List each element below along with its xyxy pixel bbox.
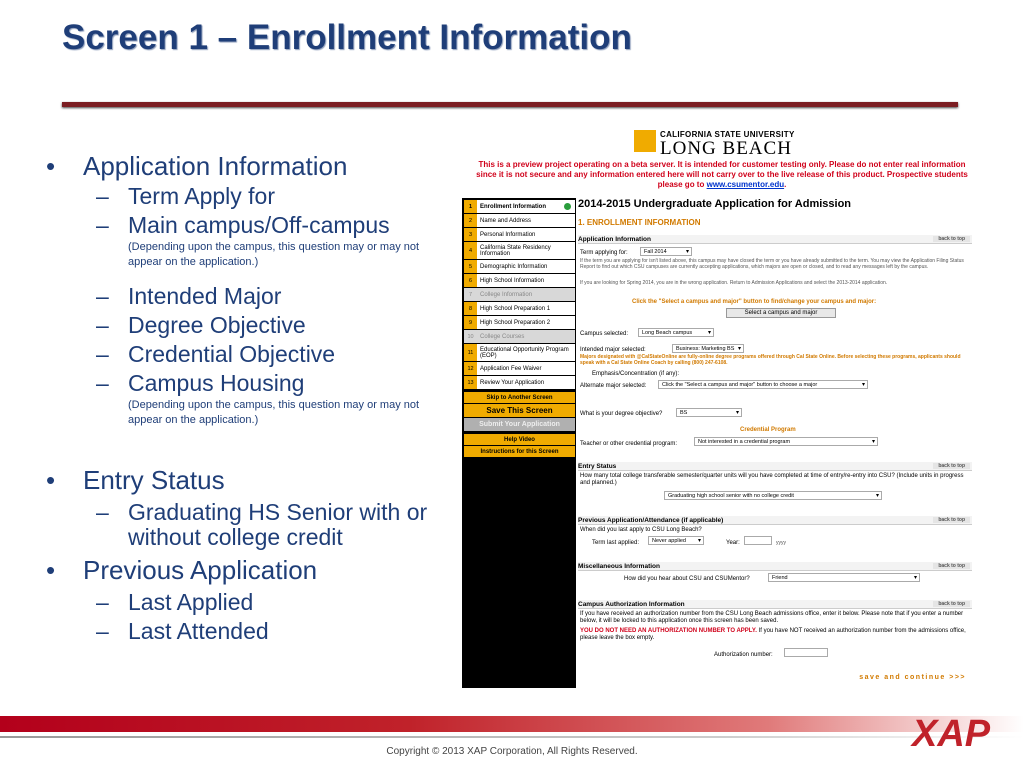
sidebar-item-label: College Information — [480, 291, 533, 298]
note-housing: (Depending upon the campus, this question may or may not appear on the application.) — [128, 399, 420, 426]
bullet-text: Previous Application — [83, 555, 318, 585]
entry-question: How many total college transferable semester/quarter units will you have completed at time of entry/re-entry into CSU? (Include units in progress and planned.) — [580, 473, 964, 486]
sub-bullet-text: Intended Major — [128, 283, 282, 309]
sidebar-item-label: Educational Opportunity Program (EOP) — [480, 346, 569, 359]
major-label: Intended major selected: — [580, 347, 646, 353]
campus-select[interactable]: Long Beach campus ▾ — [638, 328, 714, 337]
sidebar-item-label: High School Preparation 2 — [480, 319, 551, 326]
csulb-logo — [634, 128, 806, 160]
sub-bullet-campus: – Main campus/Off-campus — [96, 211, 444, 240]
sidebar-item-number: 6 — [464, 274, 477, 287]
section-header-text: Miscellaneous Information — [578, 562, 660, 570]
sub-bullet-text: Graduating HS Senior with or without college credit — [128, 499, 428, 550]
select-campus-major-button[interactable]: Select a campus and major — [726, 308, 836, 318]
section-header-previous-application — [578, 516, 972, 525]
check-icon — [564, 203, 571, 210]
credential-label: Teacher or other credential program: — [580, 441, 678, 447]
sub-bullet-major: – Intended Major — [96, 282, 444, 311]
hear-about-question: How did you hear about CSU and CSUMentor? — [624, 576, 750, 582]
sub-bullet-term: – Term Apply for — [96, 182, 444, 211]
sub-bullet-last-attended: – Last Attended — [96, 617, 444, 646]
term-last-applied-label: Term last applied: — [592, 540, 640, 546]
back-to-top-link[interactable]: back to top — [933, 236, 970, 242]
help-video-button[interactable]: Help Video — [464, 434, 575, 445]
sidebar-item-label: Review Your Application — [480, 379, 545, 386]
term-note: If the term you are applying for isn't listed above, this campus may have closed the term or you have already submitted to the term. You may view the Application Filing Status Report to find out which CSU campuses are currently accepting applications, which majors are open or closed, and to read any messages left by the campus. — [580, 258, 964, 270]
sidebar-item-4[interactable] — [464, 242, 575, 259]
bullet-text: Application Information — [83, 151, 348, 181]
section-header-application-info — [578, 235, 972, 244]
logo-university-text: CALIFORNIA STATE UNIVERSITY — [660, 130, 795, 139]
save-screen-button[interactable]: Save This Screen — [464, 404, 575, 417]
term-last-applied-select[interactable]: Never applied ▾ — [648, 536, 704, 545]
sidebar-item-12[interactable] — [464, 362, 575, 375]
section-header-misc — [578, 562, 972, 571]
sidebar-item-label: High School Information — [480, 277, 545, 284]
sidebar-item-11[interactable] — [464, 344, 575, 361]
bullet-application-info: • Application Information — [46, 151, 348, 181]
sub-bullet-credential: – Credential Objective — [96, 340, 444, 369]
alternate-major-label: Alternate major selected: — [580, 383, 647, 389]
section-header-text: Application Information — [578, 235, 651, 243]
sidebar-item-label: California State Residency Information — [480, 244, 551, 257]
sidebar-item-label: High School Preparation 1 — [480, 305, 551, 312]
sub-bullet-text: Main campus/Off-campus — [128, 212, 390, 238]
instructions-button[interactable]: Instructions for this Screen — [464, 446, 575, 457]
skip-screen-button[interactable]: Skip to Another Screen — [464, 392, 575, 403]
sidebar-item-number: 3 — [464, 228, 477, 241]
sidebar-item-label: Name and Address — [480, 217, 532, 224]
online-note: Majors designated with @CalStateOnline are fully-online degree programs offered through Cal State Online. Before selecting these programs, applicants should speak with a Cal State Online Coach by calling (800) 247-6108. — [580, 354, 961, 366]
authorization-input[interactable] — [784, 648, 828, 657]
application-title: 2014-2015 Undergraduate Application for Admission — [578, 198, 852, 210]
back-to-top-link[interactable]: back to top — [933, 601, 970, 607]
sub-bullet-text: Last Attended — [128, 618, 269, 644]
click-select-note: Click the "Select a campus and major" button to find/change your campus and major: — [632, 299, 877, 305]
emphasis-label: Emphasis/Concentration (if any): — [592, 371, 680, 377]
authorization-empty-note: If you have NOT received an authorization number from the admissions office, please leave the box empty. — [580, 628, 966, 641]
no-auth-needed-text: YOU DO NOT NEED AN AUTHORIZATION NUMBER TO APPLY. — [580, 628, 757, 634]
beta-warning: This is a preview project operating on a beta server. It is intended for customer testing only. Please do not enter real information since it is not secure and any information entered here will not carry over to the live release of this product. Prospective students please go to www.csumentor.edu. — [476, 160, 968, 189]
sidebar-item-number: 11 — [464, 344, 477, 361]
footer-grey-line — [0, 736, 1024, 738]
sidebar-item-2[interactable] — [464, 214, 575, 227]
year-input[interactable] — [744, 536, 772, 545]
slide-title: Screen 1 – Enrollment Information — [62, 18, 632, 57]
spring-note: If you are looking for Spring 2014, you are in the wrong application. Return to Admission Applications and select the 2013-2014 application. — [580, 280, 888, 286]
sidebar-item-7 — [464, 288, 575, 301]
degree-label: What is your degree objective? — [580, 411, 663, 417]
degree-select[interactable]: BS ▾ — [676, 408, 742, 417]
copyright-text: Copyright © 2013 XAP Corporation, All Rights Reserved. — [386, 746, 638, 757]
section-header-text: Entry Status — [578, 462, 617, 470]
term-select[interactable]: Fall 2014 ▾ — [640, 247, 692, 256]
csumentor-link[interactable]: www.csumentor.edu — [706, 180, 785, 189]
sidebar-item-8[interactable] — [464, 302, 575, 315]
sidebar-item-number: 5 — [464, 260, 477, 273]
bullet-previous-application: • Previous Application — [46, 555, 318, 585]
authorization-text-2 — [580, 628, 970, 642]
sidebar-item-number: 13 — [464, 376, 477, 389]
bullet-list — [44, 150, 444, 646]
title-underline — [62, 102, 958, 107]
sidebar-item-number: 7 — [464, 288, 477, 301]
save-continue-link[interactable]: save and continue >>> — [859, 674, 966, 681]
sidebar-item-6[interactable] — [464, 274, 575, 287]
authorization-label: Authorization number: — [714, 652, 773, 658]
sidebar-item-label: Application Fee Waiver — [480, 365, 542, 372]
credential-select[interactable]: Not interested in a credential program ▾ — [694, 437, 878, 446]
sub-bullet-text: Degree Objective — [128, 312, 306, 338]
sub-bullet-degree: – Degree Objective — [96, 311, 444, 340]
major-select[interactable]: Business: Marketing BS ▾ — [672, 344, 744, 353]
screen-sidebar — [462, 198, 576, 688]
sidebar-item-label: Personal Information — [480, 231, 536, 238]
beta-warning-text: This is a preview project operating on a beta server. It is intended for customer testing only. Please do not enter real information since it is not secure and any information entered here will not carry over to the live release of this product. Prospective students please go to — [476, 160, 968, 189]
bullet-entry-status: • Entry Status — [46, 465, 225, 495]
sidebar-item-13[interactable] — [464, 376, 575, 389]
footer-red-bar — [0, 716, 1024, 732]
sidebar-item-1[interactable] — [464, 200, 575, 213]
term-label: Term applying for: — [580, 250, 628, 256]
sidebar-item-number: 8 — [464, 302, 477, 315]
sidebar-item-number: 10 — [464, 330, 477, 343]
sidebar-item-label: College Courses — [480, 333, 525, 340]
sidebar-item-9[interactable] — [464, 316, 575, 329]
section-header-authorization — [578, 600, 972, 609]
year-placeholder: yyyy — [776, 540, 786, 546]
sub-bullet-text: Term Apply for — [128, 183, 275, 209]
sidebar-item-number: 1 — [464, 200, 477, 213]
submit-application-button[interactable]: Submit Your Application — [464, 418, 575, 431]
sub-bullet-text: Campus Housing — [128, 370, 305, 396]
sub-bullet-text: Credential Objective — [128, 341, 336, 367]
csulb-logo-mark — [634, 130, 656, 152]
sidebar-item-number: 9 — [464, 316, 477, 329]
application-form — [578, 198, 972, 688]
section-header-text: Previous Application/Attendance (if applicable) — [578, 516, 724, 524]
section-header-text: Campus Authorization Information — [578, 600, 685, 608]
campus-label: Campus selected: — [580, 331, 629, 337]
hear-about-select[interactable]: Friend ▾ — [768, 573, 920, 582]
sidebar-item-3[interactable] — [464, 228, 575, 241]
logo-campus-text: LONG BEACH — [660, 138, 792, 159]
sidebar-item-number: 2 — [464, 214, 477, 227]
back-to-top-link[interactable]: back to top — [933, 517, 970, 523]
sidebar-item-5[interactable] — [464, 260, 575, 273]
sub-bullet-last-applied: – Last Applied — [96, 588, 444, 617]
section-header-entry-status — [578, 462, 972, 471]
credential-header: Credential Program — [740, 427, 796, 433]
back-to-top-link[interactable]: back to top — [933, 563, 970, 569]
xap-logo-text: XAP — [912, 713, 991, 752]
alternate-major-select[interactable]: Click the "Select a campus and major" button to choose a major ▾ — [658, 380, 868, 389]
sidebar-item-10 — [464, 330, 575, 343]
sub-bullet-text: Last Applied — [128, 589, 254, 615]
sub-bullet-graduating: – Graduating HS Senior with or without college credit — [96, 500, 444, 550]
application-screenshot — [462, 122, 974, 688]
sub-bullet-housing: – Campus Housing — [96, 369, 444, 398]
back-to-top-link[interactable]: back to top — [933, 463, 970, 469]
sidebar-item-label: Enrollment Information — [480, 203, 546, 210]
year-label: Year: — [726, 540, 740, 546]
note-campus: (Depending upon the campus, this question may or may not appear on the application.) — [128, 241, 420, 268]
section-title: 1. ENROLLMENT INFORMATION — [578, 218, 701, 227]
previous-question: When did you last apply to CSU Long Beach? — [580, 527, 702, 533]
sidebar-item-number: 4 — [464, 242, 477, 259]
sidebar-item-label: Demographic Information — [480, 263, 548, 270]
sidebar-item-number: 12 — [464, 362, 477, 375]
entry-status-select[interactable]: Graduating high school senior with no college credit ▾ — [664, 491, 882, 500]
authorization-text: If you have received an authorization number from the CSU Long Beach admissions office, enter it below. Please note that if you enter a number below, it will be locked to this application once this screen has been saved. — [580, 611, 964, 624]
bullet-text: Entry Status — [83, 465, 225, 495]
